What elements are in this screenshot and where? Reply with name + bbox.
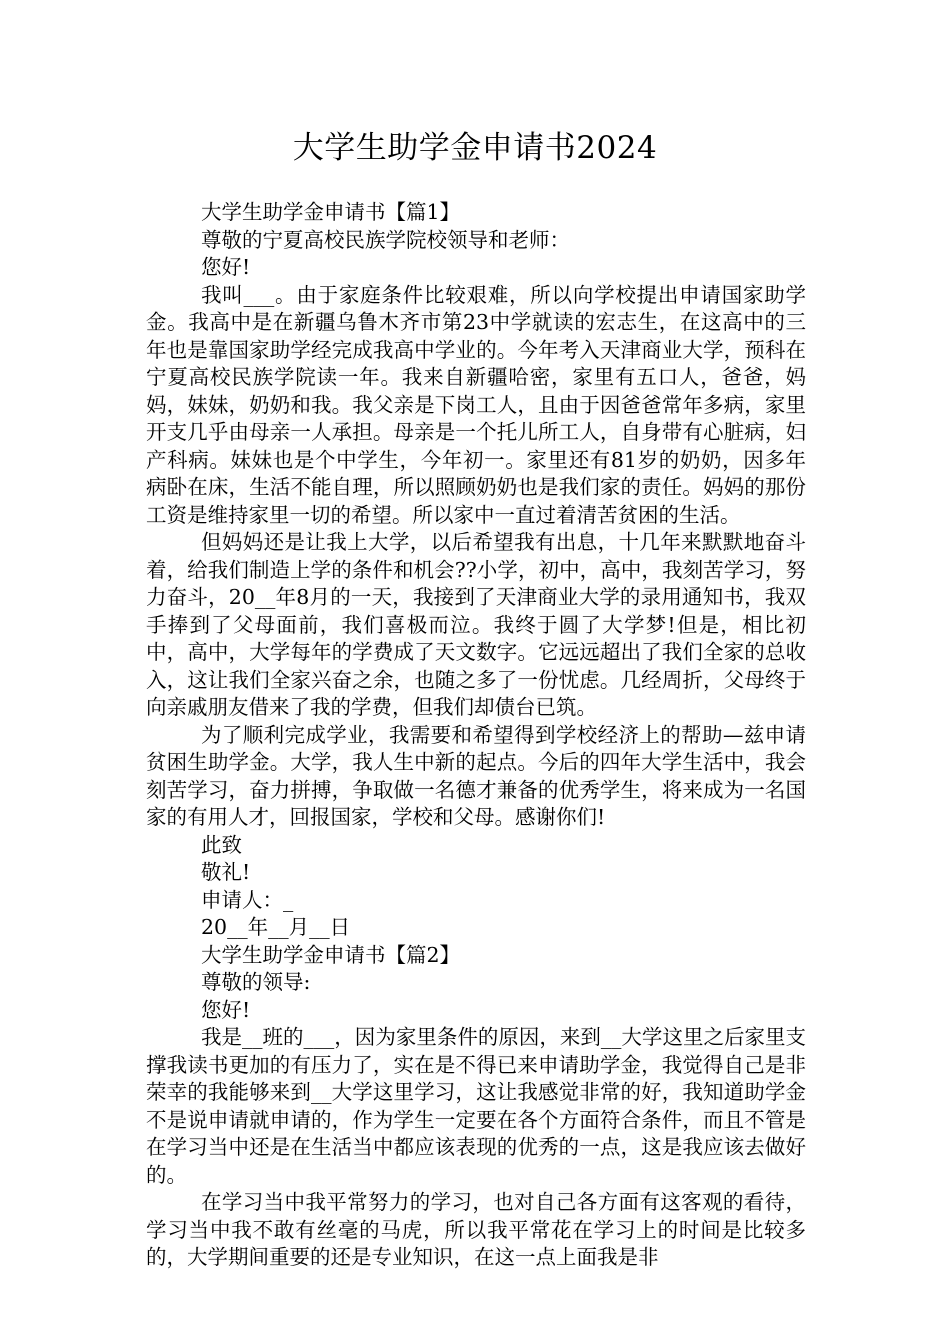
letter-1-closing: 此致 (201, 832, 242, 857)
letter-1-salutation: 尊敬的宁夏高校民族学院校领导和老师： (201, 227, 570, 252)
letter-1-paragraph-1: 我叫___。由于家庭条件比较艰难，所以向学校提出申请国家助学金。我高中是在新疆乌鲁木齐市第23中学就读的宏志生，在这高中的三年也是靠国家助学经完成我高中学业的。今年考入天津商业大学，预科在宁夏高校民族学院读一年。我来自新疆哈密，家里有五口人，爸爸，妈妈，妹妹，奶奶和我。我父亲是下岗工人，且由于因爸爸常年多病，家里开支几乎由母亲一人承担。母亲是一个托儿所工人，自身带有心脏病，妇产科病。妹妹也是个中学生，今年初一。家里还有81岁的奶奶，因多年病卧在床，生活不能自理，所以照顾奶奶也是我们家的责任。妈妈的那份工资是维持家里一切的希望。所以家中一直过着清苦贫困的生活。 (146, 282, 806, 527)
letter-2-paragraph-2: 在学习当中我平常努力的学习，也对自己各方面有这客观的看待，学习当中我不敢有丝毫的马虎，所以我平常花在学习上的时间是比较多的，大学期间重要的还是专业知识，在这一点上面我是非 (146, 1190, 806, 1269)
letter-1-date: 20__年__月__日 (201, 915, 351, 939)
letter-1-regards: 敬礼! (201, 860, 251, 884)
letter-1-paragraph-2: 但妈妈还是让我上大学，以后希望我有出息，十几年来默默地奋斗着，给我们制造上学的条件和机会??小学，初中，高中，我刻苦学习，努力奋斗，20__年8月的一天，我接到了天津商业大学的录用通知书，我双手捧到了父母面前，我们喜极而泣。我终于圆了大学梦!但是，相比初中，高中，大学每年的学费成了天文数字。它远远超出了我们全家的总收入，这让我们全家兴奋之余，也随之多了一份忧虑。几经周折，父母终于向亲戚朋友借来了我的学费，但我们却债台已筑。 (146, 530, 806, 719)
letter-2-heading: 大学生助学金申请书【篇2】 (201, 942, 461, 967)
letter-2-paragraph-1: 我是__班的___，因为家里条件的原因，来到__大学这里之后家里支撑我读书更加的有压力了，实在是不得已来申请助学金，我觉得自己是非荣幸的我能够来到__大学这里学习，这让我感觉非常的好，我知道助学金不是说申请就申请的，作为学生一定要在各个方面符合条件，而且不管是在学习当中还是在生活当中都应该表现的优秀的一点，这是我应该去做好的。 (146, 1025, 806, 1187)
letter-1-heading: 大学生助学金申请书【篇1】 (201, 200, 461, 224)
document-title: 大学生助学金申请书2024 (292, 130, 658, 166)
letter-1-paragraph-3: 为了顺利完成学业，我需要和希望得到学校经济上的帮助—兹申请贫困生助学金。大学，我人生中新的起点。今后的四年大学生活中，我会刻苦学习，奋力拼搏，争取做一名德才兼备的优秀学生，将来成为一名国家的有用人才，回报国家，学校和父母。感谢你们! (146, 722, 806, 829)
letter-2-salutation: 尊敬的领导: (201, 970, 311, 994)
document-body (146, 199, 806, 1272)
letter-2-greeting: 您好! (201, 997, 251, 1022)
letter-1-greeting: 您好! (201, 255, 251, 279)
letter-1-applicant: 申请人：_ (201, 887, 294, 912)
